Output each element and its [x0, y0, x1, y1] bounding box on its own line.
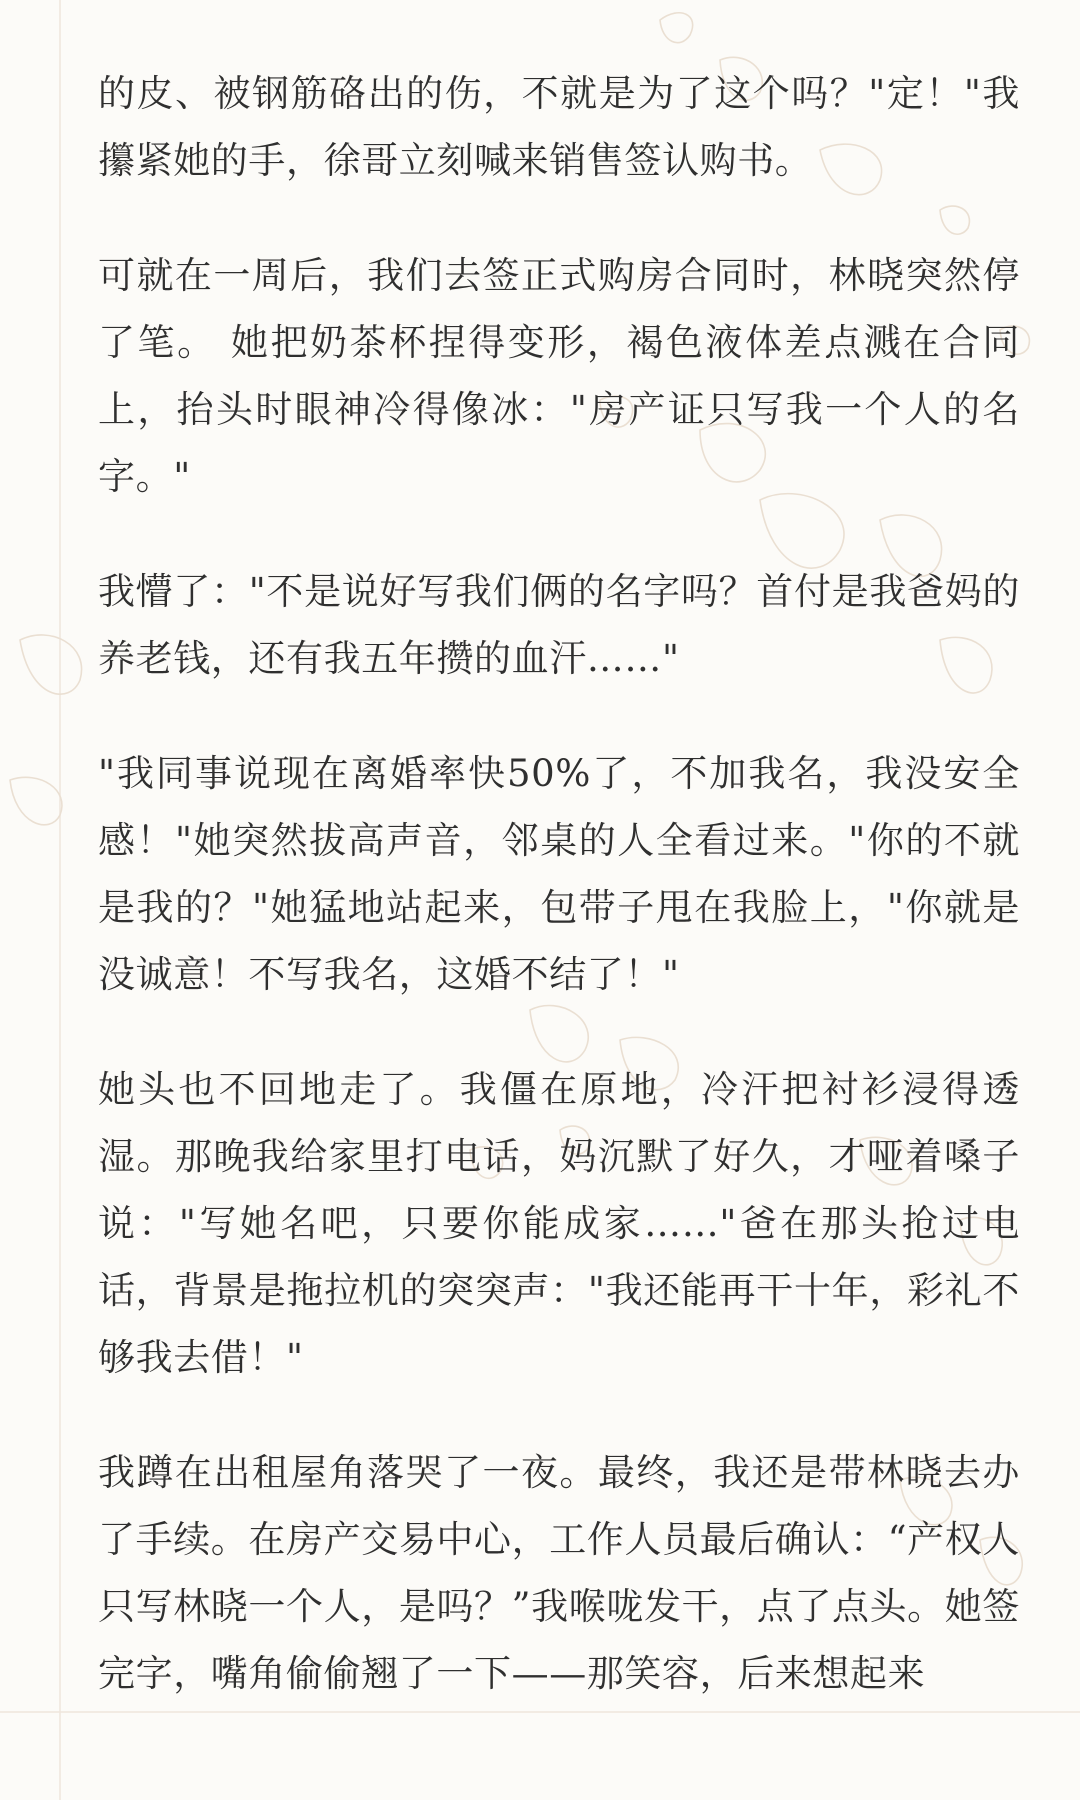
paragraph-6: 我蹲在出租屋角落哭了一夜。最终，我还是带林晓去办了手续。在房产交易中心，工作人员最后确认：“产权人只写林晓一个人，是吗？”我喉咙发干，点了点头。她签完字，嘴角偷偷翘了一下——那笑容，后来想起来 — [98, 1451, 1020, 1695]
paragraph-3: 我懵了："不是说好写我们俩的名字吗？首付是我爸妈的养老钱，还有我五年攒的血汗……" — [98, 570, 1020, 680]
article-body — [98, 60, 1020, 1755]
paragraph-5: 她头也不回地走了。我僵在原地，冷汗把衬衫浸得透湿。那晚我给家里打电话，妈沉默了好久，才哑着嗓子说："写她名吧，只要你能成家……"爸在那头抢过电话，背景是拖拉机的突突声："我还能再干十年，彩礼不够我去借！" — [98, 1068, 1020, 1379]
paragraph-4: "我同事说现在离婚率快50%了，不加我名，我没安全感！"她突然拔高声音，邻桌的人全看过来。"你的不就是我的？"她猛地站起来，包带子甩在我脸上，"你就是没诚意！不写我名，这婚不结了！" — [98, 752, 1020, 996]
paragraph-1: 的皮、被钢筋硌出的伤，不就是为了这个吗？"定！"我攥紧她的手，徐哥立刻喊来销售签认购书。 — [98, 72, 1020, 182]
paragraph-2: 可就在一周后，我们去签正式购房合同时，林晓突然停了笔。 她把奶茶杯捏得变形，褐色液体差点溅在合同上，抬头时眼神冷得像冰："房产证只写我一个人的名字。" — [98, 254, 1020, 498]
